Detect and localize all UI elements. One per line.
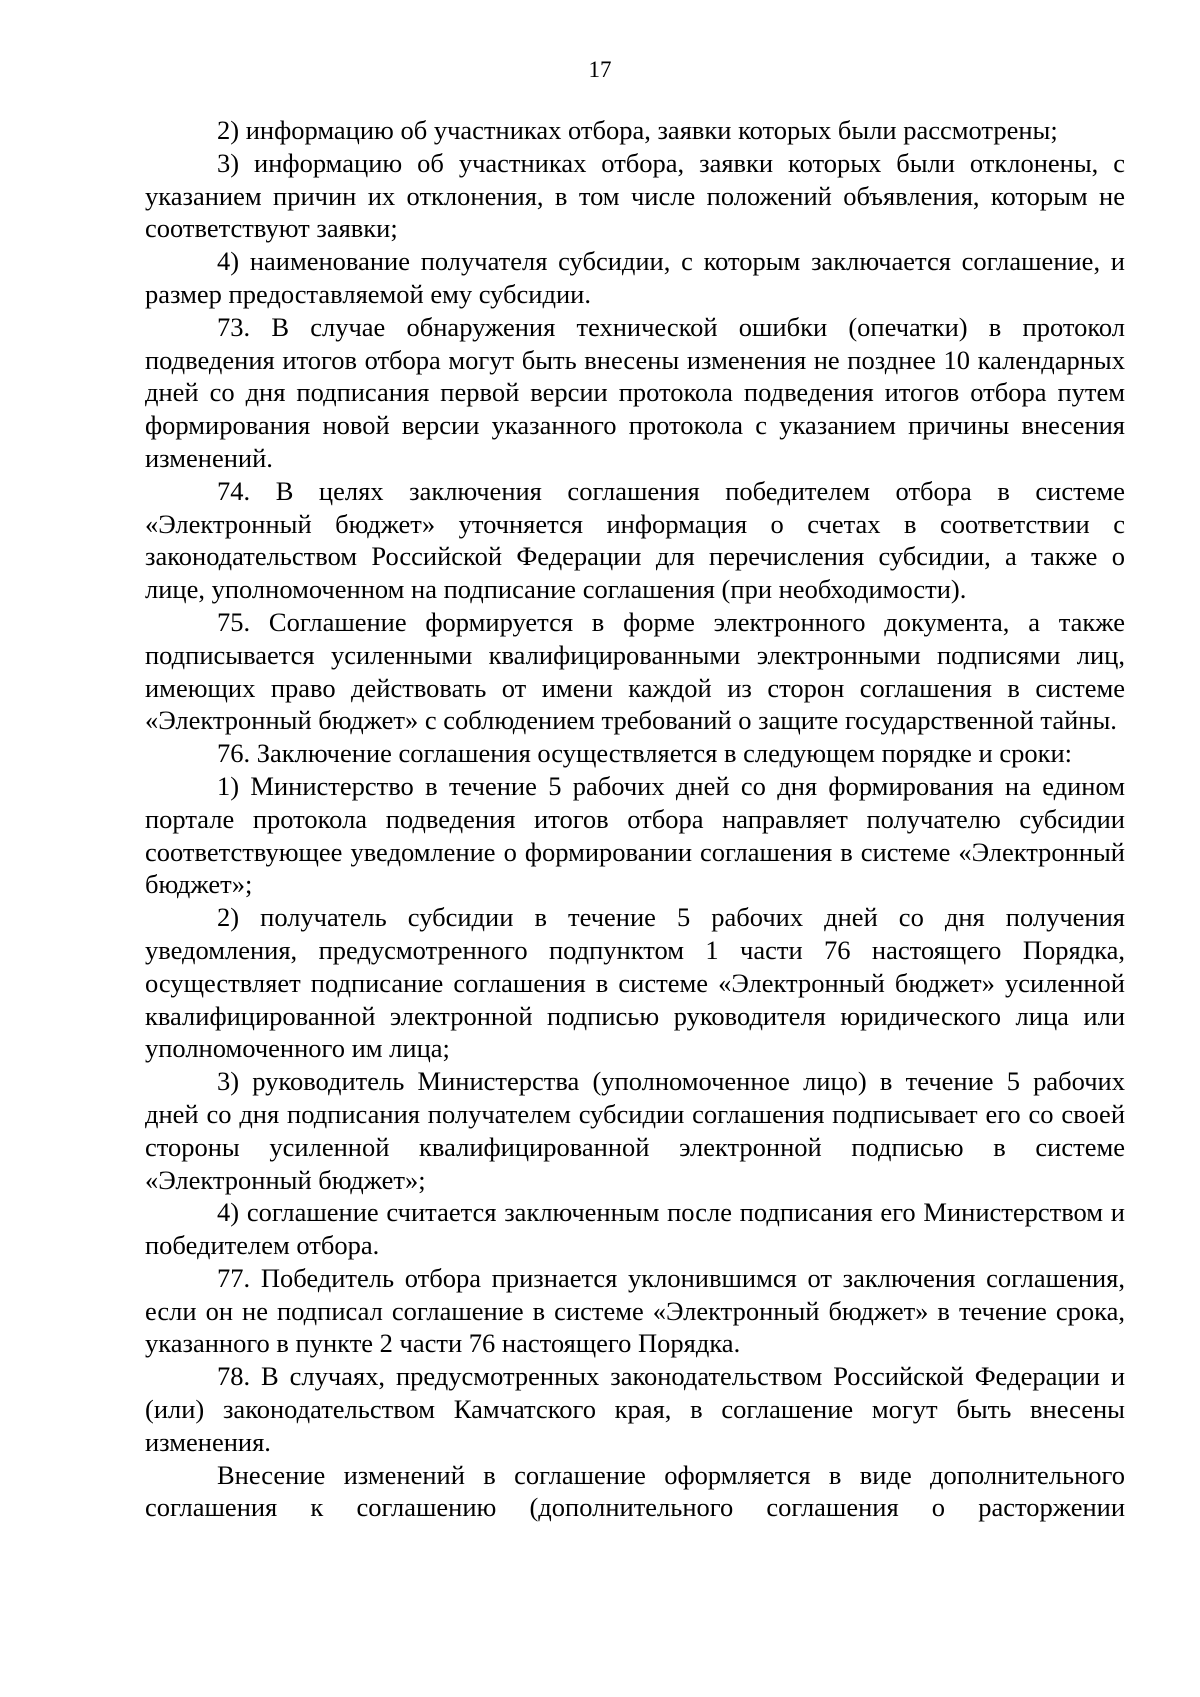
paragraph-amendments-continued: Внесение изменений в соглашение оформляется в виде дополнительного соглашения к соглашению (дополнительного соглашения о расторжении [145,1459,1125,1523]
paragraph-section-75: 75. Соглашение формируется в форме электронного документа, а также подписывается усиленными квалифицированными электронными подписями лиц, имеющих право действовать от имени каждой из сторон соглашения в системе «Электронный бюджет» с соблюдением требований о защите государственной тайны. [145,606,1125,736]
paragraph-section-73: 73. В случае обнаружения технической ошибки (опечатки) в протокол подведения итогов отбора могут быть внесены изменения не позднее 10 календарных дней со дня подписания первой версии протокола подведения итогов отбора путем формирования новой версии указанного протокола с указанием причины внесения изменений. [145,311,1125,473]
paragraph-item-2-reviewed-applications: 2) информацию об участниках отбора, заявки которых были рассмотрены; [217,115,1058,145]
paragraph-section-78: 78. В случаях, предусмотренных законодательством Российской Федерации и (или) законодательством Камчатского края, в соглашение могут быть внесены изменения. [145,1361,1125,1457]
paragraph-item-3-rejected-applications: 3) информацию об участниках отбора, заявки которых были отклонены, с указанием причин их отклонения, в том числе положений объявления, которым не соответствуют заявки; [145,147,1125,244]
paragraph-section-76-item-3: 3) руководитель Министерства (уполномоченное лицо) в течение 5 рабочих дней со дня подписания получателем субсидии соглашения подписывает его со своей стороны усиленной квалифицированной электронной подписью в системе «Электронный бюджет»; [145,1066,1125,1195]
page-number: 17 [588,57,612,82]
paragraph-item-4-subsidy-recipient: 4) наименование получателя субсидии, с которым заключается соглашение, и размер предоставляемой ему субсидии. [145,246,1125,309]
paragraph-section-77: 77. Победитель отбора признается уклонившимся от заключения соглашения, если он не подписал соглашение в системе «Электронный бюджет» в течение срока, указанного в пункте 2 части 76 настоящего Порядка. [145,1262,1125,1359]
paragraph-section-76-item-2: 2) получатель субсидии в течение 5 рабочих дней со дня получения уведомления, предусмотренного подпунктом 1 части 76 настоящего Порядка, осуществляет подписание соглашения в системе «Электронный бюджет» усиленной квалифицированной электронной подписью руководителя юридического лица или уполномоченного им лица; [145,902,1125,1064]
paragraph-section-76-item-1: 1) Министерство в течение 5 рабочих дней со дня формирования на едином портале протокола подведения итогов отбора направляет получателю субсидии соответствующее уведомление о формировании соглашения в системе «Электронный бюджет»; [145,770,1125,900]
paragraph-section-74: 74. В целях заключения соглашения победителем отбора в системе «Электронный бюджет» уточняется информация о счетах в соответствии с законодательством Российской Федерации для перечисления субсидии, а также о лице, уполномоченном на подписание соглашения (при необходимости). [145,475,1125,605]
paragraph-section-76-item-4: 4) соглашение считается заключенным после подписания его Министерством и победителем отбора. [145,1197,1125,1261]
document-body [145,114,1125,1524]
paragraph-section-76: 76. Заключение соглашения осуществляется в следующем порядке и сроки: [217,738,1073,769]
